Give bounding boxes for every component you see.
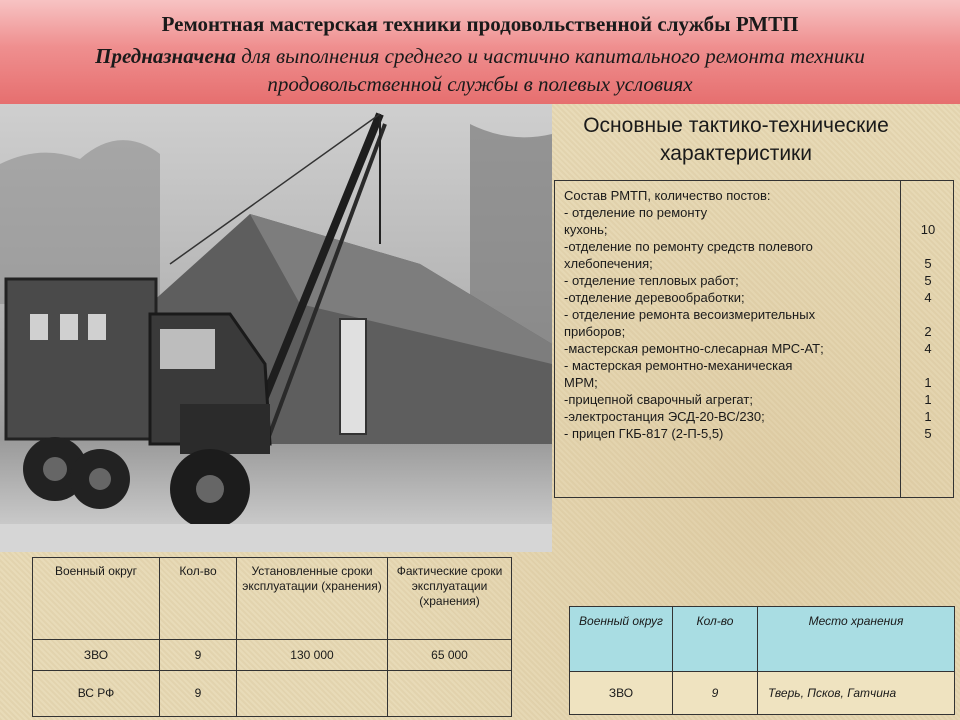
spec-value	[901, 238, 955, 255]
table-cell	[388, 671, 512, 717]
spec-label: хлебопечения;	[564, 256, 653, 271]
spec-label: -отделение деревообработки;	[564, 290, 745, 305]
spec-label: - прицеп ГКБ-817 (2-П-5,5)	[564, 426, 724, 441]
table-row	[33, 671, 512, 717]
table-cell: 65 000	[388, 640, 512, 671]
page-title: Ремонтная мастерская техники продовольственной службы РМТП	[161, 12, 799, 36]
spec-value: 10	[920, 222, 936, 237]
spec-value	[901, 306, 955, 323]
spec-value	[901, 357, 955, 374]
table-cell: 9	[673, 672, 758, 715]
table-cell: 9	[160, 640, 237, 671]
spec-label: - отделение по ремонту	[564, 205, 708, 220]
spec-value: 5	[924, 273, 932, 288]
spec-value: 1	[924, 375, 932, 390]
header-cell: Кол-во	[160, 558, 237, 640]
spec-value: 5	[924, 256, 932, 271]
header-cell: Место хранения	[758, 607, 955, 672]
characteristics-values	[901, 187, 955, 442]
table-cell	[237, 671, 388, 717]
characteristics-title	[556, 112, 916, 168]
spec-value	[901, 204, 955, 221]
spec-label: -электростанция ЭСД-20-ВС/230;	[564, 409, 765, 424]
spec-label: - мастерская ремонтно-механическая	[564, 358, 793, 373]
spec-label: - отделение ремонта весоизмерительных	[564, 307, 816, 322]
characteristics-box	[554, 180, 954, 498]
truck-crane-tent-photo	[0, 104, 552, 552]
header-cell: Установленные сроки эксплуатации (хранения)	[237, 558, 388, 640]
spec-value: 4	[924, 290, 932, 305]
spec-label: -прицепной сварочный агрегат;	[564, 392, 753, 407]
spec-label: Состав РМТП, количество постов:	[564, 188, 771, 203]
photo-illustration	[0, 104, 552, 552]
purpose-line1: для выполнения среднего и частично капитального ремонта техники	[235, 44, 865, 68]
header-cell: Военный округ	[570, 607, 673, 672]
spec-value	[901, 187, 955, 204]
spec-value: 1	[924, 409, 932, 424]
characteristics-title-line1: Основные тактико-технические	[583, 114, 889, 137]
header-cell: Фактические сроки эксплуатации (хранения)	[388, 558, 512, 640]
table-cell: ЗВО	[33, 640, 160, 671]
purpose-bold: Предназначена	[95, 44, 236, 68]
table-header-row	[33, 558, 512, 640]
spec-label: МРМ;	[564, 375, 598, 390]
spec-value: 5	[924, 426, 932, 441]
table-cell: Тверь, Псков, Гатчина	[758, 672, 955, 715]
table-cell: 130 000	[237, 640, 388, 671]
spec-label: -отделение по ремонту средств полевого	[564, 239, 813, 254]
table-cell: 9	[160, 671, 237, 717]
header-banner	[0, 0, 960, 104]
purpose-text	[0, 42, 960, 98]
spec-value: 4	[924, 341, 932, 356]
table-cell: ЗВО	[570, 672, 673, 715]
purpose-line2: продовольственной службы в полевых условиях	[267, 72, 693, 96]
spec-value: 2	[924, 324, 932, 339]
header-cell: Кол-во	[673, 607, 758, 672]
table-header-row	[570, 607, 955, 672]
spec-label: кухонь;	[564, 222, 608, 237]
characteristics-title-line2: характеристики	[660, 142, 812, 165]
table-cell: ВС РФ	[33, 671, 160, 717]
table-row	[33, 640, 512, 671]
storage-table	[569, 606, 955, 715]
spec-label: - отделение тепловых работ;	[564, 273, 739, 288]
spec-label: -мастерская ремонтно-слесарная МРС-АТ;	[564, 341, 824, 356]
header-cell: Военный округ	[33, 558, 160, 640]
service-life-table	[32, 557, 512, 717]
spec-label: приборов;	[564, 324, 626, 339]
spec-value: 1	[924, 392, 932, 407]
table-row	[570, 672, 955, 715]
characteristics-labels	[564, 187, 896, 442]
